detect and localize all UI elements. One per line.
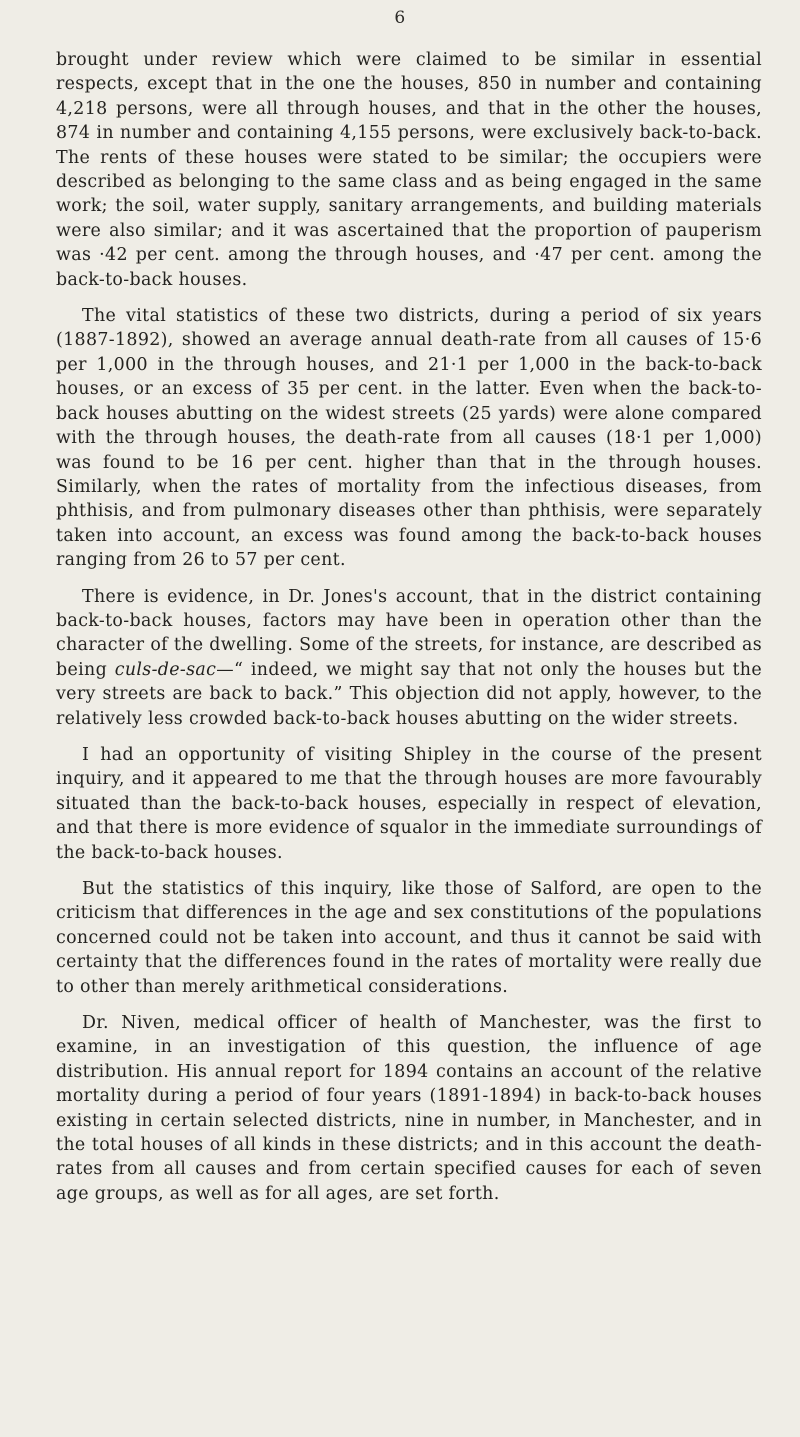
paragraph-3-end: —“ indeed, we might say that not only the houses but the very streets are back to back.” This objection did not apply, however, to the relatively less crowded back-to-back houses abutting on the wider streets. bbox=[56, 659, 762, 729]
paragraph-3-italic-term: culs-de-sac bbox=[114, 659, 217, 680]
paragraph-2: The vital statistics of these two districts, during a period of six years (1887-1892), showed an average annual death-rate from all causes of 15·6 per 1,000 in the through houses, and 21·1 per 1,000 in the back-to-back houses, or an excess of 35 per cent. in the latter. Even when the back-to-back houses abutting on the widest streets (25 yards) were alone compared with the through houses, the death-rate from all causes (18·1 per 1,000) was found to be 16 per cent. higher than that in the through houses. Similarly, when the rates of mortality from the infectious diseases, from phthisis, and from pulmonary diseases other than phthisis, were separately taken into account, an excess was found among the back-to-back houses ranging from 26 to 57 per cent. bbox=[56, 306, 762, 571]
paragraph-6: Dr. Niven, medical officer of health of Manchester, was the first to examine, in an investigation of this question, the influence of age distribution. His annual report for 1894 contains an account of the relative mortality during a period of four years (1891-1894) in back-to-back houses existing in certain selected districts, nine in number, in Manchester, and in the total houses of all kinds in these districts; and in this account the death-rates from all causes and from certain specified causes for each of seven age groups, as well as for all ages, are set forth. bbox=[56, 1013, 762, 1204]
paragraph-1: brought under review which were claimed to be similar in essential respects, except that in the one the houses, 850 in number and containing 4,218 persons, were all through houses, and that in the other the houses, 874 in number and containing 4,155 persons, were exclusively back-to-back. The rents of these houses were stated to be similar; the occupiers were described as belonging to the same class and as being engaged in the same work; the soil, water supply, sanitary arrangements, and building materials were also similar; and it was ascertained that the proportion of pauperism was ·42 per cent. among the through houses, and ·47 per cent. among the back-to-back houses. bbox=[56, 50, 762, 290]
paragraph-3-start: There is evidence, in Dr. Jones's account, that in the district containing back-to-back houses, factors may have been in operation other than the character of the dwelling. Some of the streets, for instance, are described as being bbox=[56, 586, 762, 680]
paragraph-3 bbox=[56, 585, 762, 731]
paragraph-4: I had an opportunity of visiting Shipley in the course of the present inquiry, and it appeared to me that the through houses are more favourably situated than the back-to-back houses, especially in respect of elevation, and that there is more evidence of squalor in the immediate surroundings of the back-to-back houses. bbox=[56, 744, 762, 863]
body-text bbox=[56, 48, 762, 1206]
paragraph-5: But the statistics of this inquiry, like those of Salford, are open to the criticism that differences in the age and sex constitutions of the populations concerned could not be taken into account, and thus it cannot be said with certainty that the differences found in the rates of mortality were really due to other than merely arithmetical considerations. bbox=[56, 879, 762, 997]
page-number: 6 bbox=[394, 8, 406, 28]
